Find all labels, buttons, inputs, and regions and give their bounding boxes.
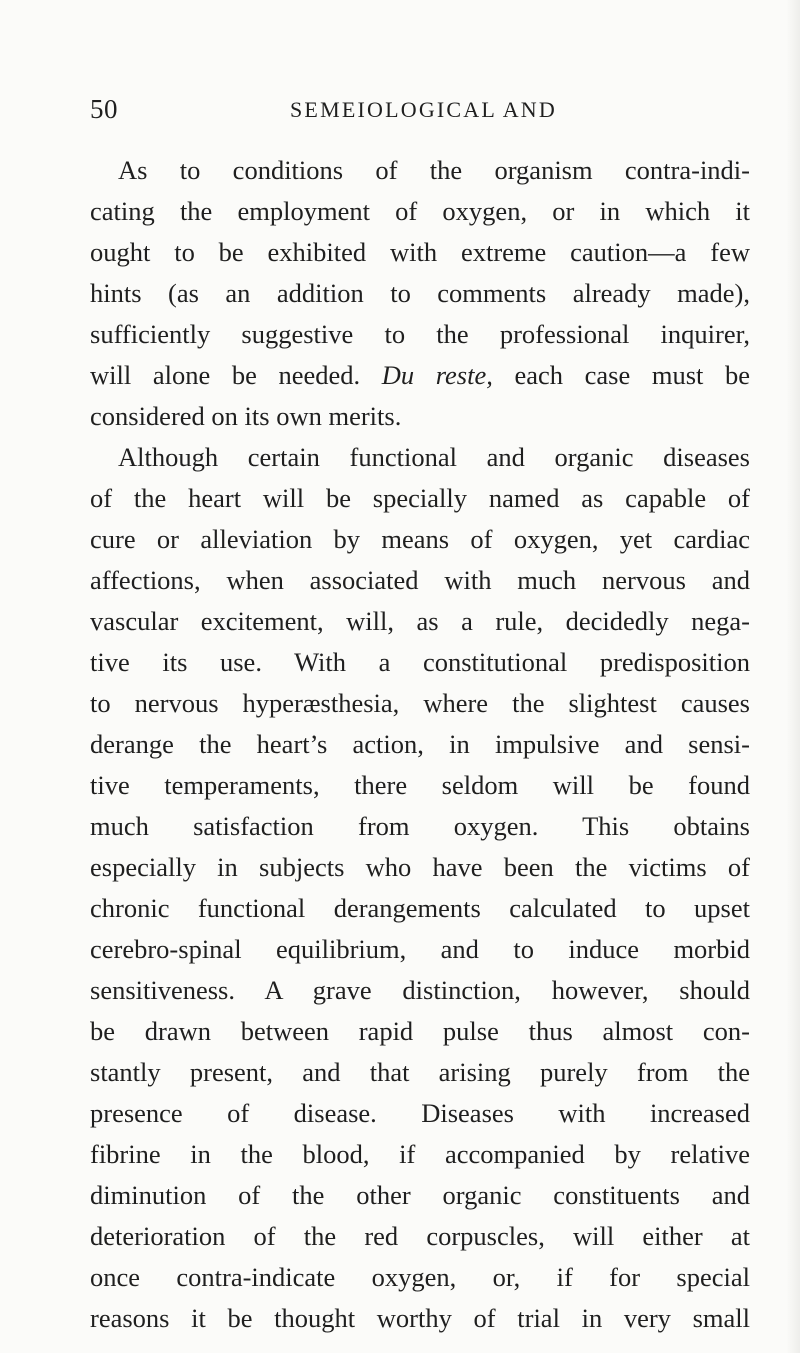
text-line: ought to be exhibited with extreme caution—a few	[90, 237, 750, 267]
text-line: affections, when associated with much nervous and	[90, 565, 750, 595]
text-line: much satisfaction from oxygen. This obtains	[90, 811, 750, 841]
text-line: deterioration of the red corpuscles, will either at	[90, 1221, 750, 1251]
text-line: especially in subjects who have been the victims of	[90, 852, 750, 882]
italic-phrase: Du reste,	[381, 360, 493, 390]
text-line: cating the employment of oxygen, or in which it	[90, 196, 750, 226]
text-line: once contra-indicate oxygen, or, if for special	[90, 1262, 750, 1292]
text-line: vascular excitement, will, as a rule, decidedly nega-	[90, 606, 750, 636]
text-line: sensitiveness. A grave distinction, however, should	[90, 975, 750, 1005]
text-line: As to conditions of the organism contra-indi-	[118, 155, 750, 185]
text-line: chronic functional derangements calculated to upset	[90, 893, 750, 923]
text-line: fibrine in the blood, if accompanied by relative	[90, 1139, 750, 1169]
page-header	[90, 94, 750, 124]
running-head: SEMEIOLOGICAL AND	[290, 97, 557, 122]
text-line: reasons it be thought worthy of trial in very small	[90, 1303, 750, 1333]
text-line: cerebro-spinal equilibrium, and to induce morbid	[90, 934, 750, 964]
text-line: considered on its own merits.	[90, 401, 402, 431]
text-segment: will alone be needed.	[90, 360, 361, 390]
text-segment: each case must be	[514, 360, 750, 390]
text-line: to nervous hyperæsthesia, where the slightest causes	[90, 688, 750, 718]
text-line: tive its use. With a constitutional predisposition	[90, 647, 750, 677]
page-number: 50	[90, 94, 118, 124]
text-line: diminution of the other organic constituents and	[90, 1180, 750, 1210]
text-line: of the heart will be specially named as capable of	[90, 483, 750, 513]
text-line: be drawn between rapid pulse thus almost con-	[90, 1016, 750, 1046]
text-line: sufficiently suggestive to the professional inquirer,	[90, 319, 750, 349]
text-line: presence of disease. Diseases with increased	[90, 1098, 750, 1128]
text-line: derange the heart’s action, in impulsive and sensi-	[90, 729, 750, 759]
body-text	[90, 150, 750, 1339]
text-line: tive temperaments, there seldom will be found	[90, 770, 750, 800]
text-line: hints (as an addition to comments already made),	[90, 278, 750, 308]
page-edge-shadow	[786, 0, 800, 1353]
text-line: cure or alleviation by means of oxygen, yet cardiac	[90, 524, 750, 554]
text-line: Although certain functional and organic diseases	[118, 442, 750, 472]
text-line: stantly present, and that arising purely from the	[90, 1057, 750, 1087]
text-line-with-emphasis	[90, 355, 750, 396]
